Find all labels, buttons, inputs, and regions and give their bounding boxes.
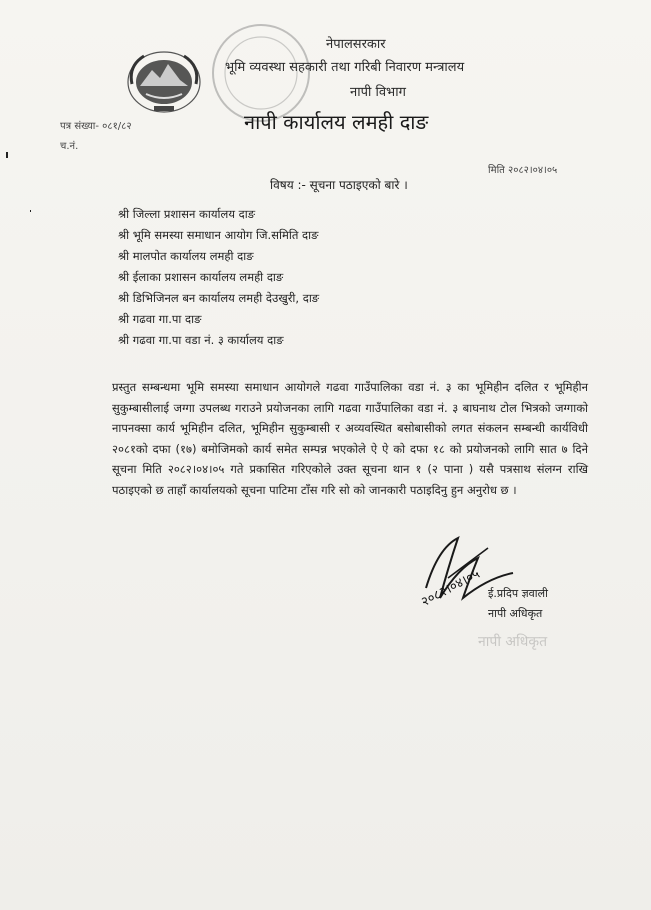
- government-name: नेपालसरकार: [326, 37, 386, 52]
- signatory-name: ई.प्रदिप ज्ञवाली: [488, 587, 548, 600]
- subject-line: विषय :- सूचना पठाइएको बारे ।: [270, 178, 408, 192]
- signature-date: २०८२।०४।०५: [418, 566, 483, 610]
- body-paragraph: प्रस्तुत सम्बन्धमा भूमि समस्या समाधान आयोगले गढवा गाउँपालिका वडा नं. ३ का भूमिहीन दलित र भूमिहीन सुकुम्बासीलाई जग्गा उपलब्ध गराउने प्रयोजनका लागि गढवा गाउँपालिका वडा नं. ३ बाघनाथ टोल भित्रको जग्गाको नापनक्सा कार्य भूमिहीन दलित, भूमिहीन सुकुम्बासी र अव्यवस्थित बसोबासीको लगत संकलन सम्बन्धी कार्यविधी २०८१को दफा (१७) बमोजिमको कार्य समेत सम्पन्न भएकोले ऐ ऐ को दफा १८ को प्रयोजनको लागि सात ७ दिने सूचना मिति २०८२।०४।०५ गते प्रकासित गरिएकोले उक्त सूचना थान १ (२ पाना ) यसै पत्रसाथ संलग्न राखि पठाइएको छ ताहाँ कार्यालयको सूचना पाटिमा टाँस गरि सो को जानकारी पठाइदिनु हुन अनुरोध छ ।: [112, 380, 588, 497]
- recipient-item: श्री गढवा गा.पा वडा नं. ३ कार्यालय दाङ: [118, 333, 284, 347]
- margin-mark: [6, 152, 8, 158]
- faded-stamp-text: नापी अधिकृत: [478, 634, 548, 650]
- signatory-designation: नापी अधिकृत: [488, 607, 543, 620]
- recipient-item: श्री गढवा गा.पा दाङ: [118, 312, 202, 326]
- margin-mark: [30, 210, 31, 212]
- recipient-item: श्री ईलाका प्रशासन कार्यालय लमही दाङ: [118, 270, 284, 284]
- dispatch-number: च.नं.: [60, 141, 79, 152]
- government-emblem-icon: [124, 46, 204, 114]
- ministry-name: भूमि व्यवस्था सहकारी तथा गरिबी निवारण मन्त्रालय: [225, 60, 465, 75]
- recipient-item: श्री भूमि समस्या समाधान आयोग जि.समिति दाङ: [118, 228, 319, 242]
- reference-number: पत्र संख्या- ०८१/८२: [60, 121, 132, 132]
- letter-date: मिति २०८२।०४।०५: [488, 165, 558, 176]
- office-name: नापी कार्यालय लमही दाङ: [244, 110, 429, 134]
- recipient-item: श्री मालपोत कार्यालय लमही दाङ: [118, 249, 254, 263]
- recipient-item: श्री जिल्ला प्रशासन कार्यालय दाङ: [118, 207, 256, 221]
- department-name: नापी विभाग: [350, 85, 406, 100]
- recipient-list: [118, 204, 319, 351]
- recipient-item: श्री डिभिजिनल बन कार्यालय लमही देउखुरी, दाङ: [118, 291, 320, 305]
